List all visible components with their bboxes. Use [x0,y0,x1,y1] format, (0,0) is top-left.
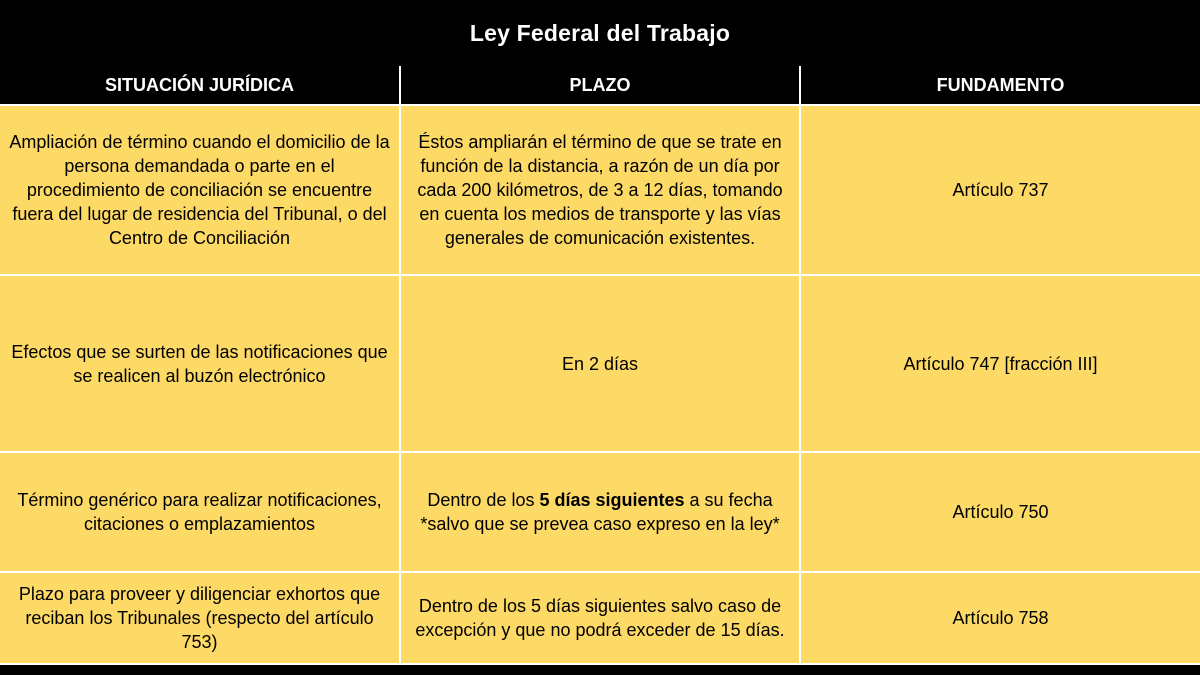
cell-situacion: Término genérico para realizar notificaciones, citaciones o emplazamientos [0,452,400,572]
cell-situacion: Efectos que se surten de las notificaciones que se realicen al buzón electrónico [0,275,400,452]
cell-plazo: Éstos ampliarán el término de que se trate en función de la distancia, a razón de un día por cada 200 kilómetros, de 3 a 12 días, tomando en cuenta los medios de transporte y las vías generales de comunicación existentes. [400,105,800,275]
column-header-fundamento: FUNDAMENTO [800,66,1200,105]
table-row [0,105,1200,275]
column-header-plazo: PLAZO [400,66,800,105]
cell-plazo [400,452,800,572]
table-header-row [0,66,1200,105]
cell-fundamento: Artículo 758 [800,572,1200,664]
law-table [0,66,1200,665]
cell-plazo: Dentro de los 5 días siguientes salvo caso de excepción y que no podrá exceder de 15 días. [400,572,800,664]
table-row [0,275,1200,452]
cell-fundamento: Artículo 737 [800,105,1200,275]
page-title: Ley Federal del Trabajo [469,19,731,46]
cell-fundamento: Artículo 747 [fracción III] [800,275,1200,452]
cell-fundamento: Artículo 750 [800,452,1200,572]
table-row [0,572,1200,664]
cell-plazo: En 2 días [400,275,800,452]
cell-situacion: Ampliación de término cuando el domicilio de la persona demandada o parte en el procedimiento de conciliación se encuentre fuera del lugar de residencia del Tribunal, o del Centro de Conciliación [0,105,400,275]
column-header-situacion: SITUACIÓN JURÍDICA [0,66,400,105]
plazo-text-bold: 5 días siguientes [539,490,685,510]
table-row [0,452,1200,572]
cell-situacion: Plazo para proveer y diligenciar exhortos que reciban los Tribunales (respecto del artículo 753) [0,572,400,664]
plazo-text-pre: Dentro de los [427,490,540,510]
plazo-text-post: a su fecha *salvo que se prevea caso expreso en la ley* [420,490,780,534]
